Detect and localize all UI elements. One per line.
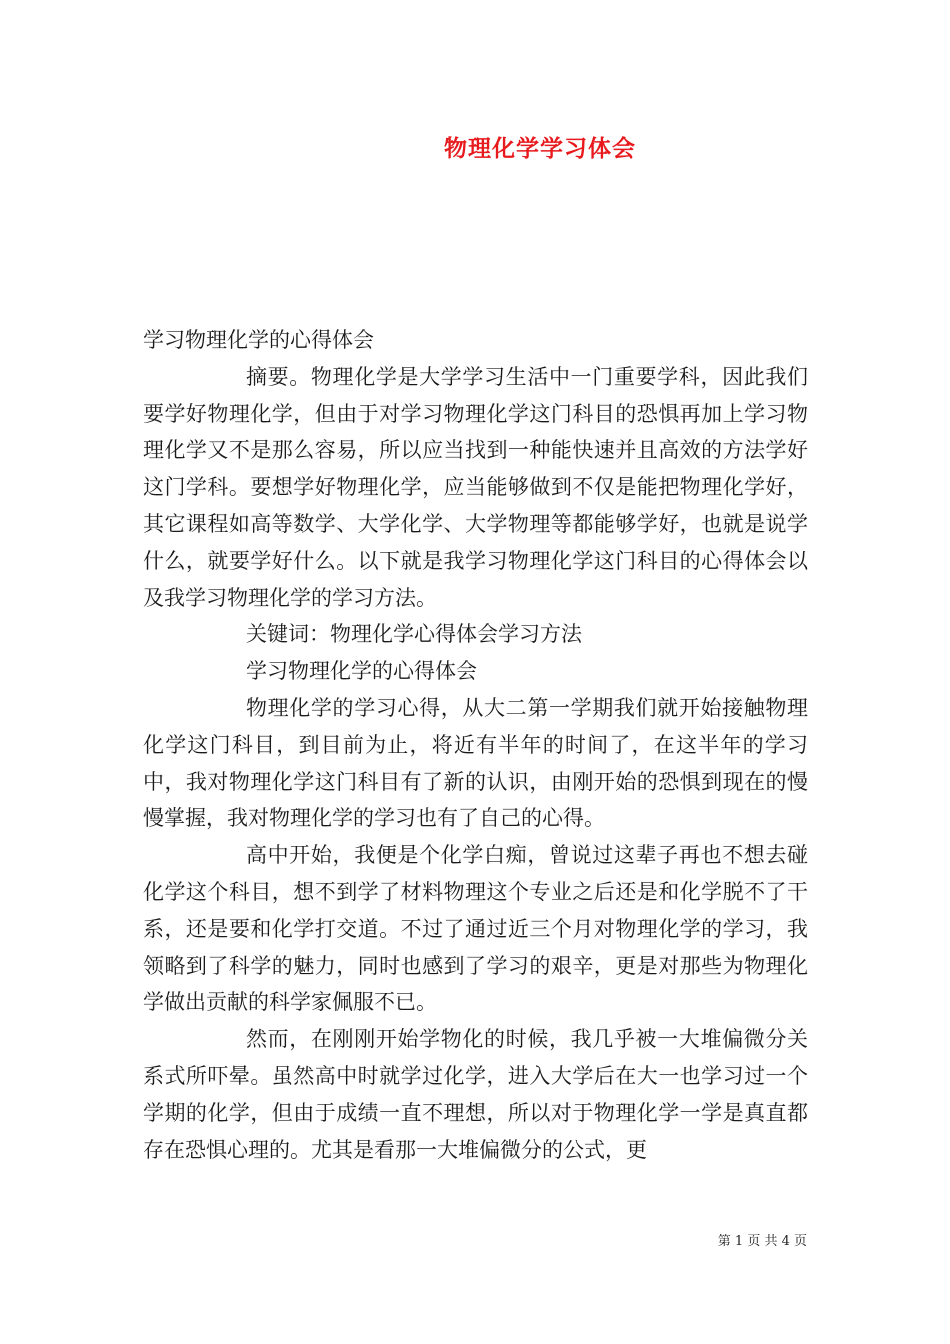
page-number-footer: 第 1 页 共 4 页 — [717, 1234, 807, 1249]
document-title: 物理化学学习体会 — [444, 135, 636, 162]
body-paragraph: 物理化学的学习心得，从大二第一学期我们就开始接触物理化学这门科目，到目前为止，将近有半年的时间了，在这半年的学习中，我对物理化学这门科目有了新的认识，由刚开始的恐惧到现在的慢慢掌握，我对物理化学的学习也有了自己的心得。 — [143, 695, 808, 831]
abstract-paragraph: 摘要。物理化学是大学学习生活中一门重要学科，因此我们要学好物理化学，但由于对学习物理化学这门科目的恐惧再加上学习物理化学又不是那么容易，所以应当找到一种能快速并且高效的方法学好这门学科。要想学好物理化学，应当能够做到不仅是能把物理化学好，其它课程如高等数学、大学化学、大学物理等都能够学好，也就是说学什么，就要学好什么。以下就是我学习物理化学这门科目的心得体会以及我学习物理化学的学习方法。 — [143, 364, 808, 610]
document-body — [143, 322, 808, 1168]
keywords-line: 关键词：物理化学心得体会学习方法 — [246, 622, 582, 647]
body-paragraph: 然而，在刚刚开始学物化的时候，我几乎被一大堆偏微分关系式所吓晕。虽然高中时就学过化学，进入大学后在大一也学习过一个学期的化学，但由于成绩一直不理想，所以对于物理化学一学是真直都存在恐惧心理的。尤其是看那一大堆偏微分的公式，更 — [143, 1027, 808, 1162]
subtitle-line: 学习物理化学的心得体会 — [143, 328, 374, 352]
body-paragraph: 高中开始，我便是个化学白痴，曾说过这辈子再也不想去碰化学这个科目，想不到学了材料物理这个专业之后还是和化学脱不了干系，还是要和化学打交道。不过了通过近三个月对物理化学的学习，我领略到了科学的魅力，同时也感到了学习的艰辛，更是对那些为物理化学做出贡献的科学家佩服不已。 — [143, 843, 808, 1015]
section-heading: 学习物理化学的心得体会 — [246, 659, 477, 684]
